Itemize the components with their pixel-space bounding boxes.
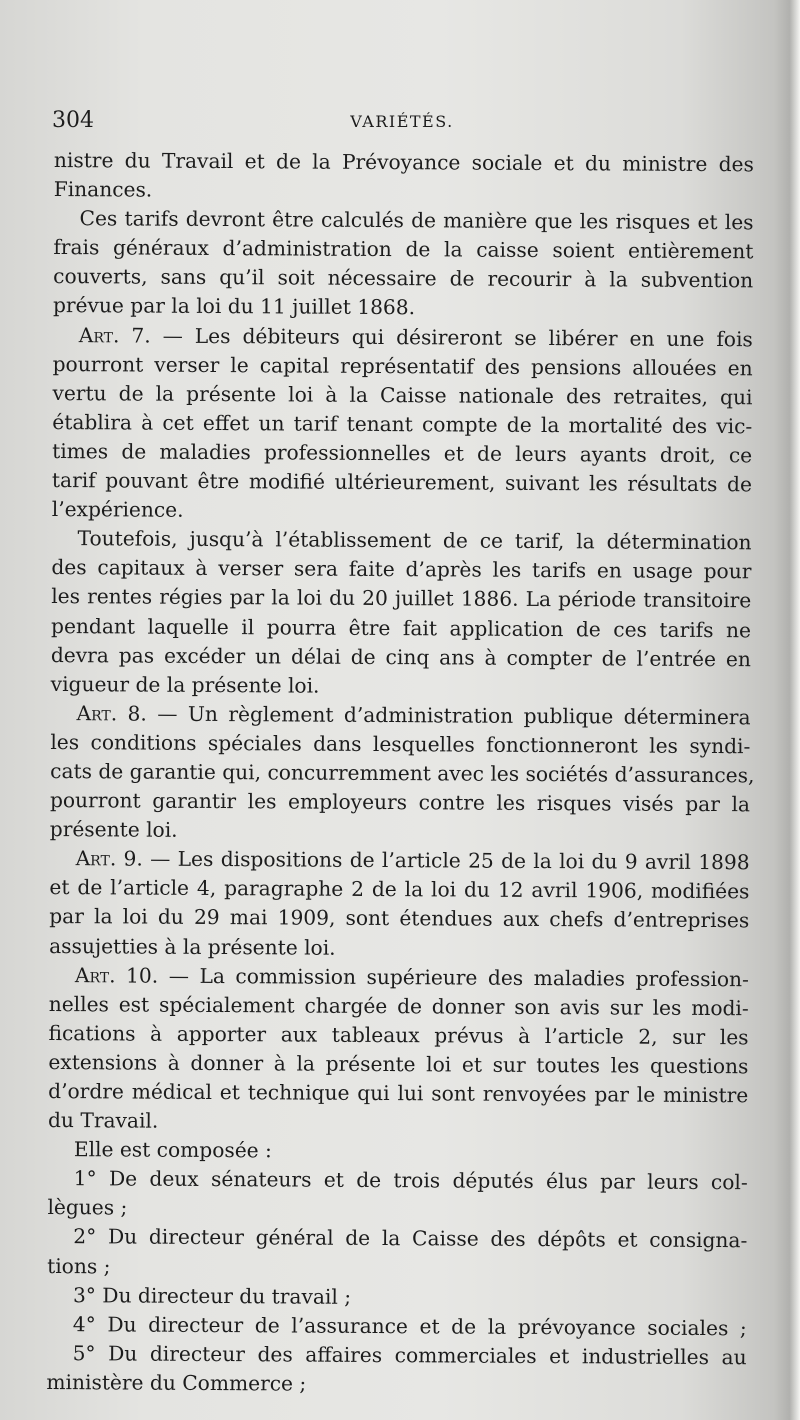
text-line xyxy=(47,1222,747,1255)
line-text: les rentes régies par la loi du 20 juillet 1886. La période transitoire xyxy=(51,584,752,613)
line-text: pendant laquelle il pourra être fait application de ces tarifs ne xyxy=(50,613,752,642)
text-line xyxy=(52,379,752,412)
line-text: Finances. xyxy=(53,177,153,202)
line-text: Toutefois, jusqu’à l’établissement de ce tarif, la détermination xyxy=(77,526,752,555)
text-line xyxy=(52,437,752,470)
line-text: Elle est composée : xyxy=(73,1137,272,1163)
page-edge-shadow xyxy=(774,0,800,1420)
body-text xyxy=(46,146,754,1401)
line-text: par la loi du 29 mai 1909, sont étendues aux chefs d’entreprises xyxy=(49,904,750,933)
text-line xyxy=(52,495,752,528)
line-text: établira à cet effet un tarif tenant compte de la mortalité des vic- xyxy=(52,409,753,439)
text-line xyxy=(47,1252,747,1285)
line-text: extensions à donner à la présente loi et sur toutes les questions xyxy=(48,1049,749,1079)
text-line xyxy=(49,902,749,935)
text-line xyxy=(46,1368,746,1401)
text-line xyxy=(53,350,753,383)
line-text: 2° Du directeur général de la Caisse des dépôts et consigna- xyxy=(73,1224,748,1253)
text-line xyxy=(53,262,753,295)
text-line xyxy=(48,1106,748,1139)
line-text: pourront verser le capital représentatif des pensions allouées en xyxy=(52,351,753,380)
line-text: devra pas excéder un délai de cinq ans à compter de l’entrée en xyxy=(50,642,751,671)
text-line xyxy=(48,1135,748,1168)
line-text: pourront garantir les employeurs contre les risques visés par la xyxy=(49,788,751,817)
text-line xyxy=(48,1077,748,1110)
text-line xyxy=(54,146,754,179)
text-line xyxy=(54,175,754,208)
line-text: 1° De deux sénateurs et de trois députés élus par leurs col- xyxy=(73,1166,748,1195)
article-heading: Art. 8. xyxy=(76,700,147,726)
line-text: les conditions spéciales dans lesquelles fonctionneront les syndi- xyxy=(50,729,751,759)
text-line xyxy=(51,670,751,703)
line-text: nelles est spécialement chargée de donner son avis sur les modi- xyxy=(48,991,749,1020)
line-text: — La commission supérieure des maladies profession- xyxy=(158,963,749,991)
line-text: assujetties à la présente loi. xyxy=(49,933,336,960)
text-line xyxy=(53,233,753,266)
article-heading: Art. 10. xyxy=(74,962,159,988)
line-text: vertu de la présente loi à la Caisse nationale des retraites, qui xyxy=(52,380,753,410)
line-text: — Un règlement d’administration publique déterminera xyxy=(146,701,751,730)
text-line xyxy=(50,728,750,761)
text-line xyxy=(49,961,749,994)
text-line xyxy=(51,641,751,674)
line-text: 5° Du directeur des affaires commerciales et industrielles au xyxy=(72,1340,747,1370)
line-text: et de l’article 4, paragraphe 2 de la loi du 12 avril 1906, modifiées xyxy=(49,875,750,904)
page-number: 304 xyxy=(52,108,94,133)
line-text: tarif pouvant être modifié ultérieurement, suivant les résultats de xyxy=(51,468,753,497)
line-text: vigueur de la présente loi. xyxy=(50,671,320,698)
text-line xyxy=(51,553,751,586)
line-text: présente loi. xyxy=(49,817,178,842)
text-line xyxy=(53,204,753,237)
text-line xyxy=(49,932,749,965)
text-line xyxy=(52,408,752,441)
line-text: des capitaux à verser sera faite d’après les tarifs en usage pour xyxy=(51,555,752,584)
line-text: — Les dispositions de l’article 25 de la loi du 9 avril 1898 xyxy=(142,846,750,875)
text-line xyxy=(47,1281,747,1314)
text-line xyxy=(48,1048,748,1081)
line-text: times de maladies professionnelles et de leurs ayants droit, ce xyxy=(52,438,753,468)
text-line xyxy=(49,990,749,1023)
text-line xyxy=(50,815,750,848)
line-text: — Les débiteurs qui désireront se libérer en une fois xyxy=(150,323,753,351)
text-line xyxy=(50,699,750,732)
text-line xyxy=(50,844,750,877)
text-line xyxy=(52,524,752,557)
text-line xyxy=(52,466,752,499)
running-title: VARIÉTÉS. xyxy=(350,112,454,131)
line-text: l’expérience. xyxy=(51,497,184,522)
line-text: prévue par la loi du 11 juillet 1868. xyxy=(52,293,416,320)
line-text: cats de garantie qui, concurremment avec les sociétés d’assurances, xyxy=(50,758,755,788)
line-text: 4° Du directeur de l’assurance et de la prévoyance sociales ; xyxy=(72,1311,747,1341)
page-header xyxy=(52,108,752,138)
text-line xyxy=(47,1339,747,1372)
line-text: nistre du Travail et de la Prévoyance sociale et du ministre des xyxy=(53,147,754,177)
article-heading: Art. 7. xyxy=(78,322,151,348)
line-text: Ces tarifs devront être calculés de manière que les risques et les xyxy=(79,206,754,235)
text-line xyxy=(47,1310,747,1343)
text-line xyxy=(50,786,750,819)
text-line xyxy=(49,873,749,906)
text-line xyxy=(50,757,755,790)
line-text: ministère du Commerce ; xyxy=(46,1369,307,1396)
line-text: d’ordre médical et technique qui lui sont renvoyées par le ministre xyxy=(48,1078,749,1108)
text-line xyxy=(48,1019,748,1052)
line-text: couverts, sans qu’il soit nécessaire de recourir à la subvention xyxy=(53,264,754,293)
line-text: fications à apporter aux tableaux prévus à l’article 2, sur les xyxy=(48,1020,749,1050)
text-line xyxy=(53,321,753,354)
text-line xyxy=(51,582,751,615)
line-text: tions ; xyxy=(47,1253,111,1278)
line-text: 3° Du directeur du travail ; xyxy=(72,1282,352,1309)
text-line xyxy=(48,1164,748,1197)
text-line xyxy=(47,1193,747,1226)
line-text: lègues ; xyxy=(47,1195,128,1220)
line-text: frais généraux d’administration de la caisse soient entièrement xyxy=(53,235,754,264)
line-text: du Travail. xyxy=(47,1108,159,1133)
text-line xyxy=(53,291,753,324)
text-line xyxy=(51,611,751,644)
article-heading: Art. 9. xyxy=(75,846,143,871)
